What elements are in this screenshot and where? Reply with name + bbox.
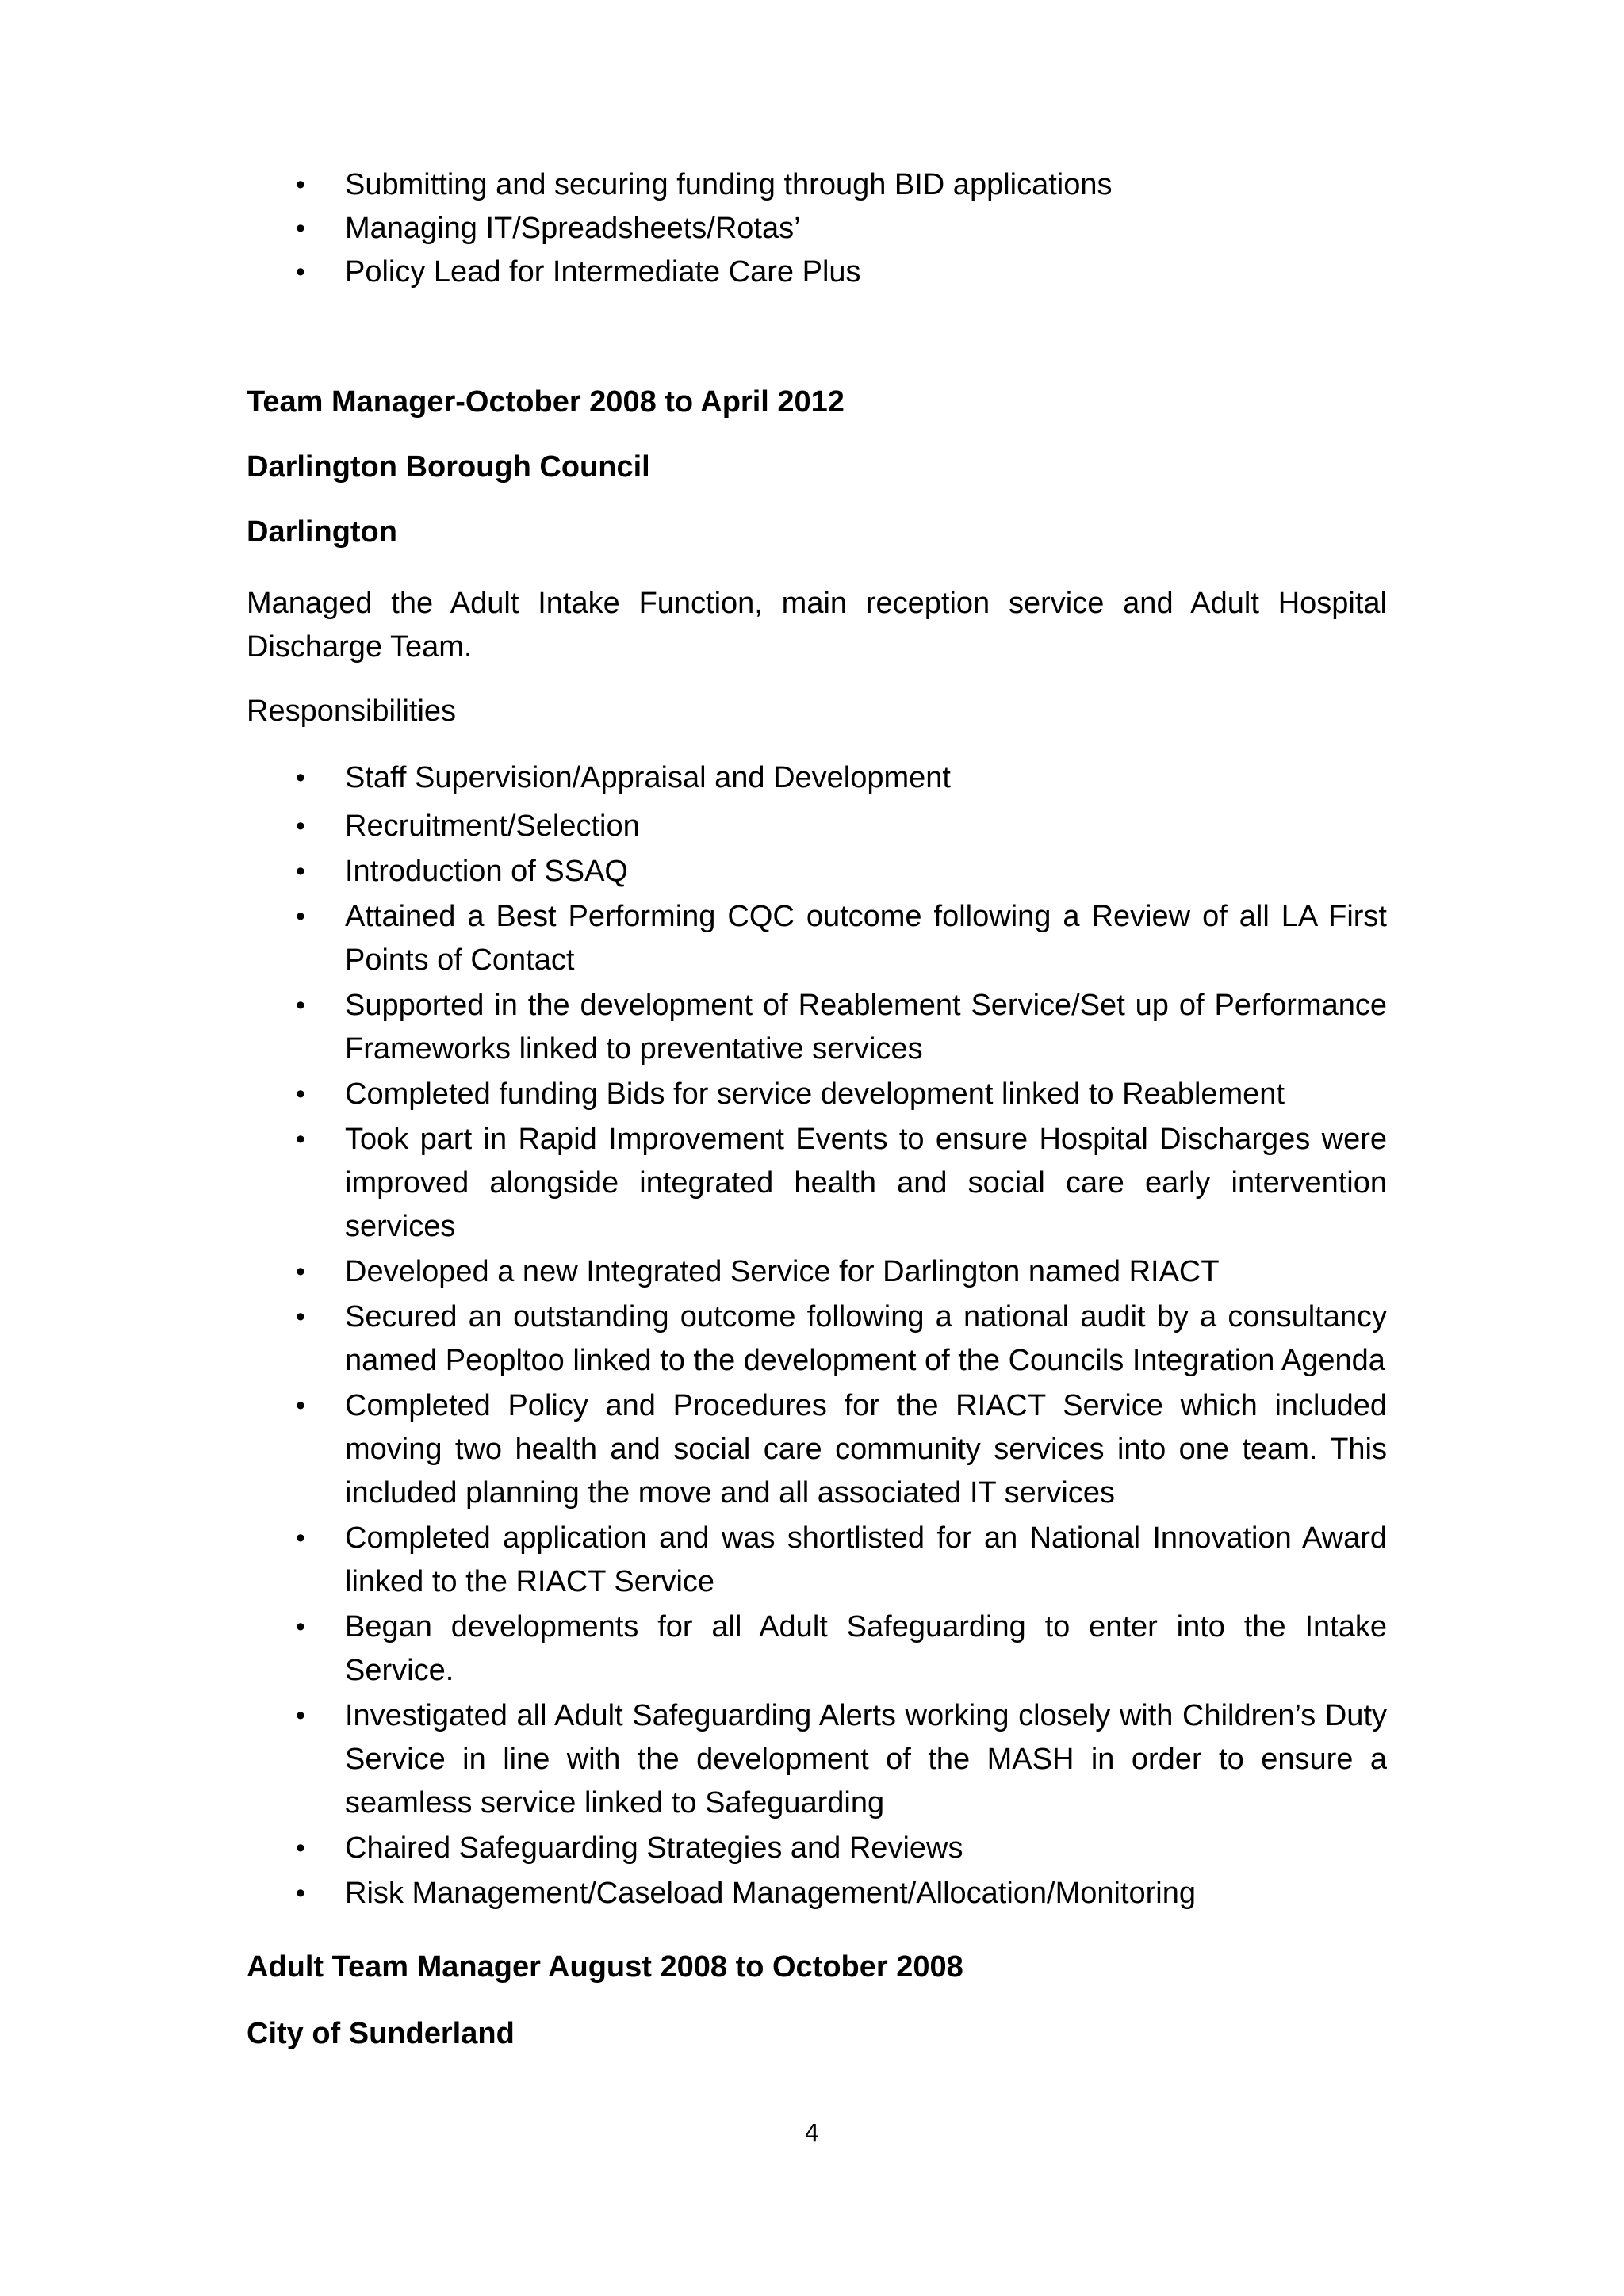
- list-item: [247, 1517, 1387, 1604]
- bullet-icon: •: [296, 1257, 305, 1287]
- top-bullet-list: [247, 163, 1387, 294]
- job-summary: Managed the Adult Intake Function, main reception service and Adult Hospital Discharge Team.: [247, 587, 1387, 664]
- employer-name: City of Sunderland: [247, 2017, 515, 2050]
- list-item: [247, 1827, 1387, 1870]
- bullet-icon: •: [296, 763, 305, 793]
- bullet-icon: •: [296, 1302, 305, 1332]
- list-item: [247, 1872, 1387, 1915]
- list-item-text: Policy Lead for Intermediate Care Plus: [345, 255, 861, 289]
- bullet-icon: •: [296, 1079, 305, 1109]
- list-item-text: Completed Policy and Procedures for the RIACT Service which included moving two health and social care community services into one team. This included planning the move and all associated IT services: [345, 1389, 1387, 1510]
- bullet-icon: •: [296, 1878, 305, 1908]
- list-item-text: Recruitment/Selection: [345, 809, 640, 843]
- list-item-text: Staff Supervision/Appraisal and Development: [345, 761, 951, 794]
- bullet-icon: •: [296, 856, 305, 886]
- employer-name: Darlington Borough Council: [247, 450, 650, 484]
- list-item-text: Chaired Safeguarding Strategies and Reviews: [345, 1831, 963, 1865]
- job-title: Adult Team Manager August 2008 to October 2008: [247, 1950, 963, 1984]
- list-item: [247, 1384, 1387, 1515]
- list-item: [247, 984, 1387, 1071]
- list-item-text: Investigated all Adult Safeguarding Alerts working closely with Children’s Duty Service in line with the development of the MASH in order to ensure a seamless service linked to Safeguarding: [345, 1699, 1387, 1820]
- bullet-icon: •: [296, 1523, 305, 1553]
- responsibilities-list: [247, 756, 1387, 1915]
- list-item: [247, 1295, 1387, 1383]
- list-item-text: Submitting and securing funding through BID applications: [345, 168, 1113, 201]
- list-item: [247, 850, 1387, 894]
- bullet-icon: •: [296, 170, 305, 200]
- list-item: [247, 1694, 1387, 1825]
- list-item: [247, 895, 1387, 982]
- list-item-text: Took part in Rapid Improvement Events to ensure Hospital Discharges were improved alongside integrated health and social care early intervention services: [345, 1123, 1387, 1243]
- responsibilities-label: Responsibilities: [247, 695, 457, 728]
- job-title: Team Manager-October 2008 to April 2012: [247, 385, 845, 419]
- list-item-text: Risk Management/Caseload Management/Allocation/Monitoring: [345, 1877, 1197, 1910]
- list-item: [247, 756, 1387, 800]
- list-item-text: Secured an outstanding outcome following a national audit by a consultancy named Peopltoo linked to the development of the Councils Integration Agenda: [345, 1300, 1387, 1377]
- page-number: 4: [804, 2120, 820, 2148]
- list-item: [247, 163, 1387, 207]
- list-item-text: Began developments for all Adult Safeguarding to enter into the Intake Service.: [345, 1610, 1387, 1687]
- bullet-icon: •: [296, 901, 305, 932]
- list-item: [247, 207, 1387, 251]
- bullet-icon: •: [296, 1612, 305, 1642]
- bullet-icon: •: [296, 257, 305, 287]
- list-item-text: Introduction of SSAQ: [345, 855, 628, 888]
- bullet-icon: •: [296, 1124, 305, 1154]
- list-item-text: Completed funding Bids for service development linked to Reablement: [345, 1077, 1285, 1111]
- list-item: [247, 1250, 1387, 1294]
- list-item: [247, 251, 1387, 294]
- job-location: Darlington: [247, 515, 397, 549]
- bullet-icon: •: [296, 1391, 305, 1421]
- list-item: [247, 1073, 1387, 1116]
- list-item-text: Developed a new Integrated Service for Darlington named RIACT: [345, 1255, 1220, 1288]
- bullet-icon: •: [296, 213, 305, 243]
- list-item: [247, 1605, 1387, 1693]
- list-item-text: Managing IT/Spreadsheets/Rotas’: [345, 212, 801, 245]
- bullet-icon: •: [296, 1701, 305, 1731]
- list-item-text: Supported in the development of Reablement Service/Set up of Performance Frameworks linked to preventative services: [345, 989, 1387, 1066]
- bullet-icon: •: [296, 1833, 305, 1863]
- list-item: [247, 1118, 1387, 1249]
- bullet-icon: •: [296, 811, 305, 841]
- bullet-icon: •: [296, 990, 305, 1020]
- list-item-text: Completed application and was shortlisted for an National Innovation Award linked to the RIACT Service: [345, 1521, 1387, 1598]
- list-item: [247, 805, 1387, 848]
- list-item-text: Attained a Best Performing CQC outcome following a Review of all LA First Points of Contact: [345, 900, 1387, 977]
